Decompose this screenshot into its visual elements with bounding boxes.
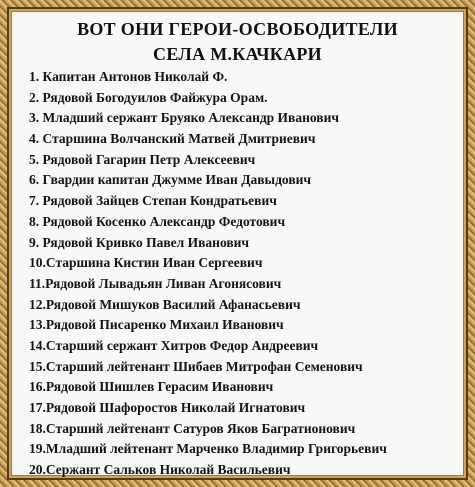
hero-entry: 1. Капитан Антонов Николай Ф.: [29, 69, 228, 84]
heading-line-1: ВОТ ОНИ ГЕРОИ-ОСВОБОДИТЕЛИ: [77, 19, 398, 39]
heading-line-2: СЕЛА М.КАЧКАРИ: [153, 44, 322, 64]
hero-entry: 3. Младший сержант Бруяко Александр Иванович: [29, 110, 339, 126]
heroes-list: [29, 67, 387, 481]
hero-entry: 14.Старший сержант Хитров Федор Андреевич: [29, 337, 319, 353]
hero-entry: 17.Рядовой Шафоростов Николай Игнатович: [29, 400, 306, 415]
hero-entry: 15.Старший лейтенант Шибаев Митрофан Семенович: [29, 358, 363, 374]
hero-entry: 2. Рядовой Богодуилов Файжура Орам.: [29, 89, 268, 105]
hero-entry: 7. Рядовой Зайцев Степан Кондратьевич: [29, 193, 277, 209]
hero-entry: 19.Младший лейтенант Марченко Владимир Григорьевич: [29, 441, 387, 457]
hero-entry: 8. Рядовой Косенко Александр Федотович: [29, 213, 286, 229]
hero-entry: 20.Сержант Сальков Николай Васильевич: [29, 462, 291, 478]
hero-entry: 18.Старший лейтенант Сатуров Яков Багратионович: [29, 420, 356, 436]
hero-entry: 9. Рядовой Кривко Павел Иванович: [29, 234, 250, 250]
hero-entry: 10.Старшина Кистин Иван Сергеевич: [29, 255, 263, 271]
hero-entry: 11.Рядовой Лывадьян Ливан Агонясович: [29, 275, 282, 291]
hero-entry: 16.Рядовой Шишлев Герасим Иванович: [29, 379, 274, 395]
hero-entry: 13.Рядовой Писаренко Михаил Иванович: [29, 317, 284, 333]
document-panel: [16, 16, 459, 478]
hero-entry: 12.Рядовой Мишуков Василий Афанасьевич: [29, 296, 301, 312]
hero-entry: 5. Рядовой Гагарин Петр Алексеевич: [29, 151, 256, 167]
hero-entry: 6. Гвардии капитан Джумме Иван Давыдович: [29, 172, 312, 188]
hero-entry: 4. Старшина Волчанский Матвей Дмитриевич: [29, 131, 316, 147]
